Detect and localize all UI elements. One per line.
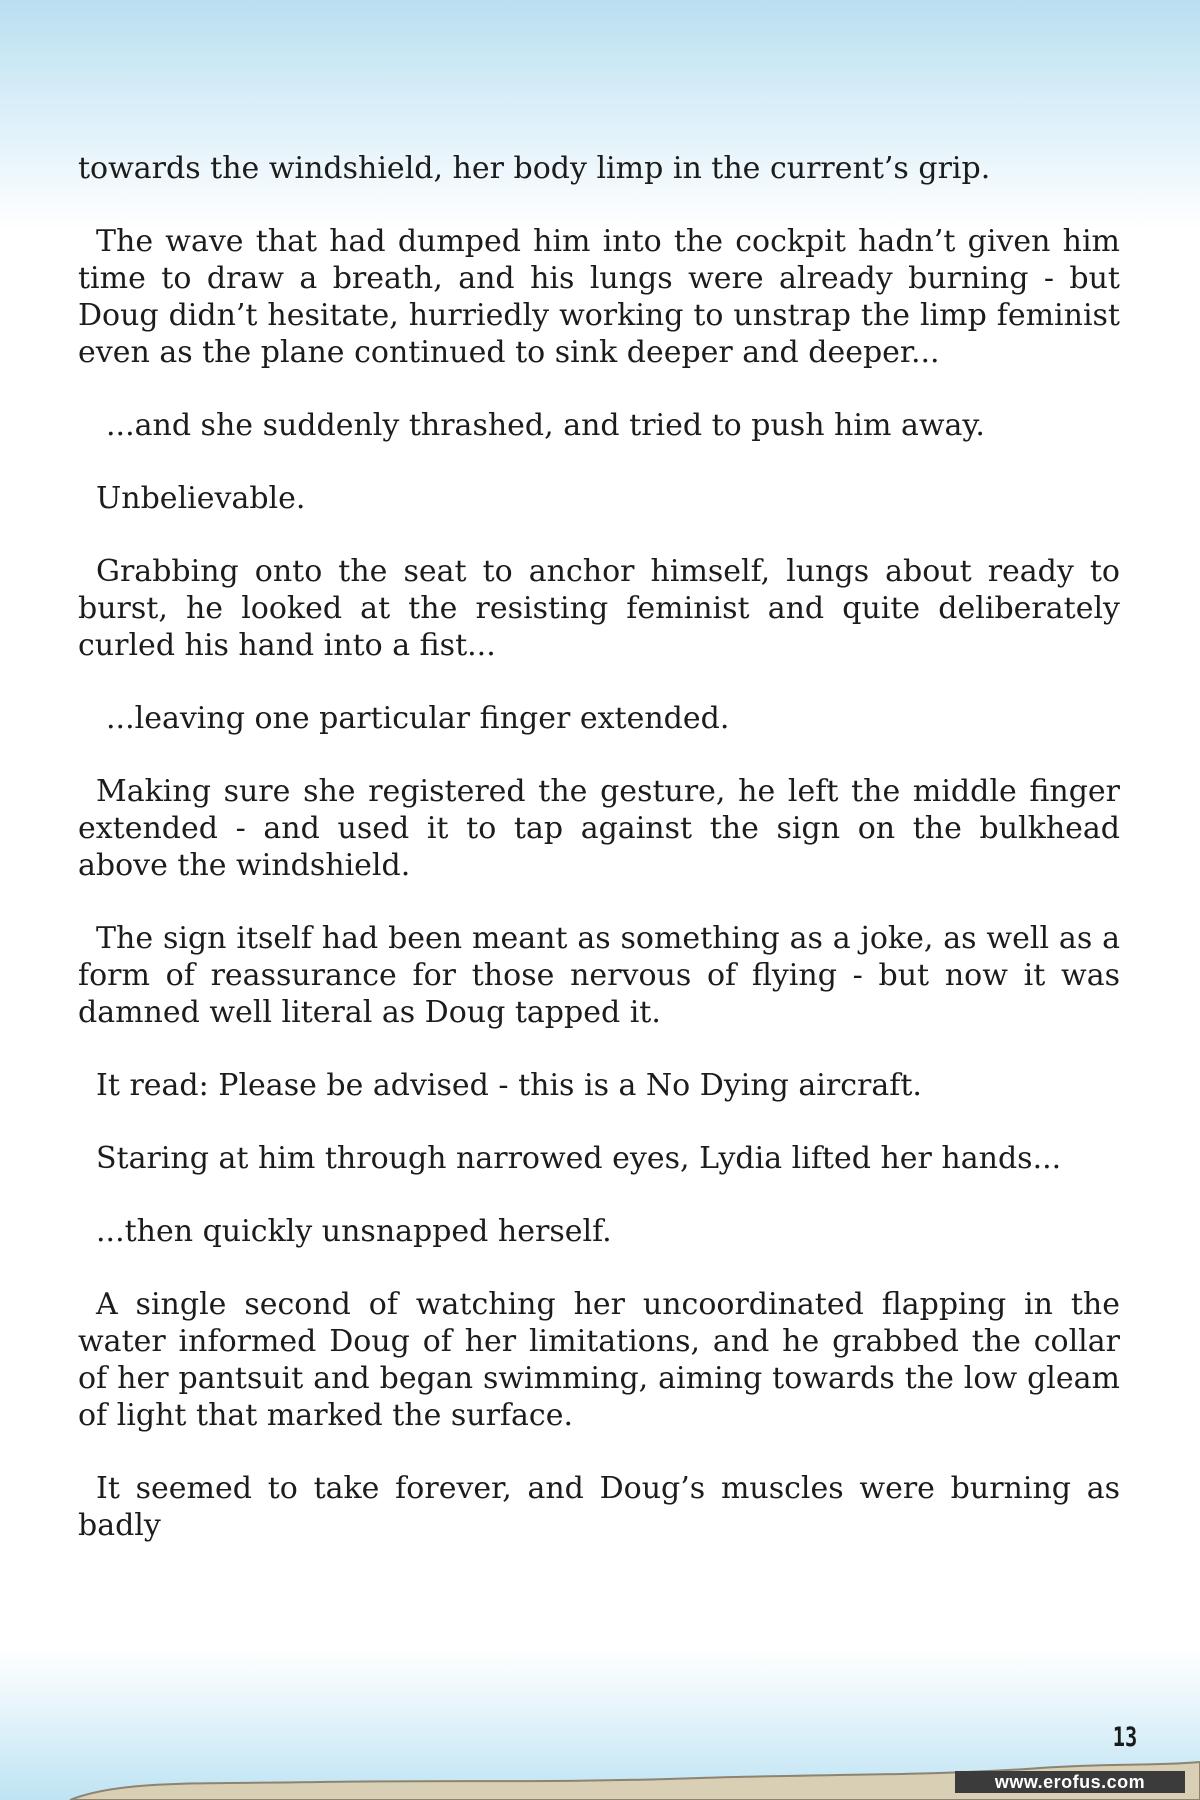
page-body-text bbox=[78, 150, 1120, 1580]
paragraph: A single second of watching her uncoordinated flapping in the water informed Doug of her limitations, and he grabbed the collar of her pantsuit and began swimming, aiming towards the low gleam of light that marked the surface. bbox=[78, 1287, 1120, 1433]
paragraph: It read: Please be advised - this is a No Dying aircraft. bbox=[96, 1068, 922, 1103]
paragraph: ...then quickly unsnapped herself. bbox=[96, 1214, 612, 1249]
paragraph: towards the windshield, her body limp in the current’s grip. bbox=[78, 151, 991, 186]
paragraph: The wave that had dumped him into the cockpit hadn’t given him time to draw a breath, and his lungs were already burning - but Doug didn’t hesitate, hurriedly working to unstrap the limp feminist even as the plane continued to sink deeper and deeper... bbox=[78, 224, 1120, 370]
paragraph: Grabbing onto the seat to anchor himself, lungs about ready to burst, he looked at the resisting feminist and quite deliberately curled his hand into a fist... bbox=[78, 554, 1120, 663]
paragraph: ...and she suddenly thrashed, and tried to push him away. bbox=[106, 408, 985, 443]
paragraph: ...leaving one particular finger extended. bbox=[106, 701, 730, 736]
paragraph: The sign itself had been meant as something as a joke, as well as a form of reassurance for those nervous of flying - but now it was damned well literal as Doug tapped it. bbox=[78, 921, 1120, 1030]
paragraph: Unbelievable. bbox=[96, 481, 306, 516]
paragraph: Making sure she registered the gesture, he left the middle finger extended - and used it to tap against the sign on the bulkhead above the windshield. bbox=[78, 774, 1120, 883]
watermark: www.erofus.com bbox=[955, 1771, 1185, 1793]
paragraph: It seemed to take forever, and Doug’s muscles were burning as badly bbox=[78, 1471, 1120, 1543]
paragraph: Staring at him through narrowed eyes, Lydia lifted her hands... bbox=[96, 1141, 1062, 1176]
page-number: 13 bbox=[1112, 1722, 1138, 1753]
